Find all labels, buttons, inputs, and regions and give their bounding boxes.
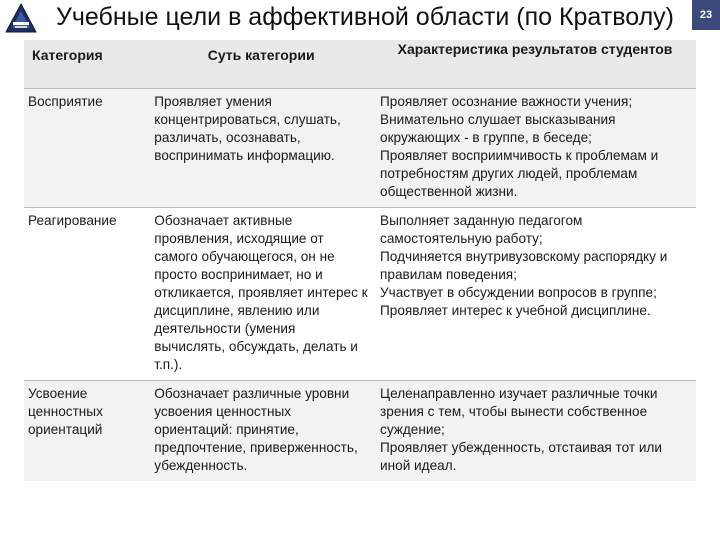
cell-essence: Проявляет умения концентрироваться, слушать, различать, осознавать, воспринимать информацию.: [148, 89, 374, 208]
learning-goals-table: [24, 40, 696, 481]
result-item: Проявляет осознание важности учения;: [380, 94, 633, 109]
table-row: [24, 208, 696, 381]
result-item: Внимательно слушает высказывания окружающих - в группе, в беседе;: [380, 112, 616, 145]
cell-category: Усвоение ценностных ориентаций: [24, 381, 148, 482]
cell-essence: Обозначает активные проявления, исходящие от самого обучающегося, он не просто воспринимает, но и откликается, проявляет интерес к дисциплине, явлению или деятельности (умения вычислять, обсуждать, делать и т.п.).: [148, 208, 374, 381]
table-row: [24, 381, 696, 482]
result-item: Проявляет убежденность, отстаивая тот или иной идеал.: [380, 440, 662, 473]
cell-essence: Обозначает различные уровни усвоения ценностных ориентаций: принятие, предпочтение, приверженность, убежденность.: [148, 381, 374, 482]
header-results: Характеристика результатов студентов: [374, 40, 696, 89]
cell-category: Восприятие: [24, 89, 148, 208]
cell-results: [374, 208, 696, 381]
result-item: Проявляет восприимчивость к проблемам и потребностям других людей, проблемам общественной жизни.: [380, 148, 659, 199]
header-category: Категория: [24, 40, 148, 89]
university-emblem-icon: [4, 2, 38, 36]
result-item: Целенаправленно изучает различные точки зрения с тем, чтобы вынести собственное суждение;: [380, 386, 658, 437]
result-item: Участвует в обсуждении вопросов в группе;: [380, 285, 657, 300]
result-item: Выполняет заданную педагогом самостоятельную работу;: [380, 213, 583, 246]
table-row: [24, 89, 696, 208]
page-number-badge: [692, 0, 720, 30]
table-header-row: [24, 40, 696, 89]
cell-results: [374, 89, 696, 208]
cell-results: [374, 381, 696, 482]
cell-category: Реагирование: [24, 208, 148, 381]
result-item: Подчиняется внутривузовскому распорядку и правилам поведения;: [380, 249, 668, 282]
header-essence: Суть категории: [148, 40, 374, 89]
slide-title: Учебные цели в аффективной области (по Кратволу): [56, 3, 674, 31]
result-item: Проявляет интерес к учебной дисциплине.: [380, 303, 651, 318]
page-number: 23: [699, 9, 713, 21]
